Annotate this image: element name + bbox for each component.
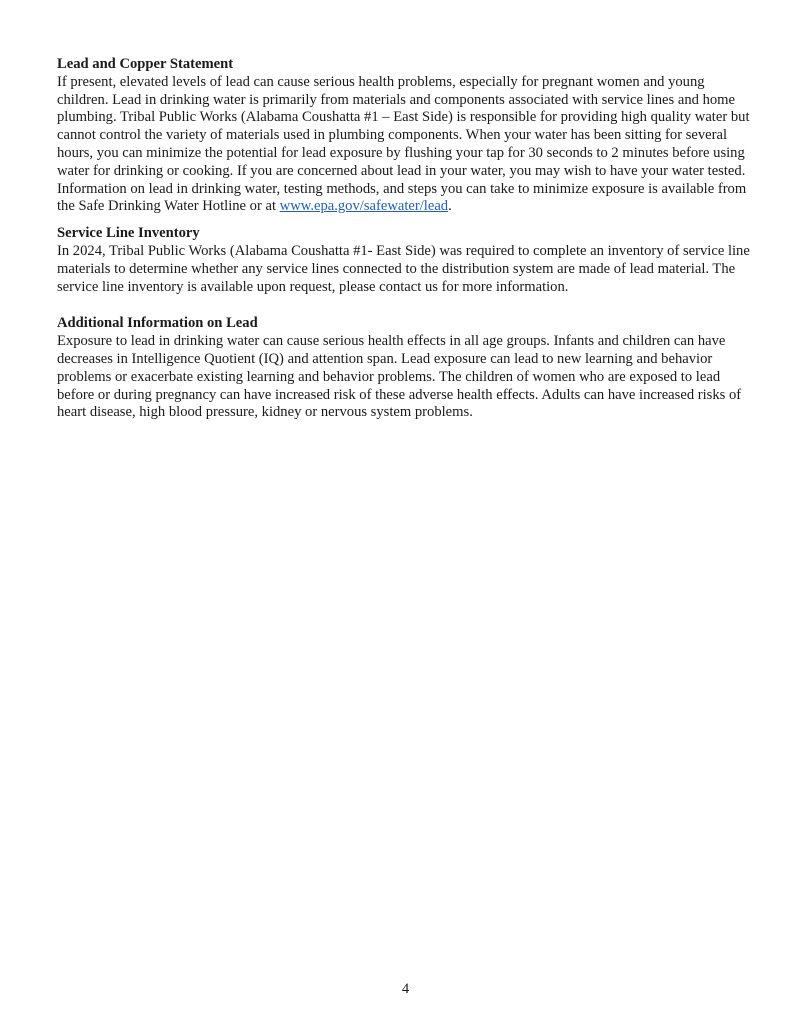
body-text-after-link: .: [448, 198, 452, 215]
page-number: 4: [401, 981, 410, 997]
section-lead-and-copper: [57, 56, 759, 216]
epa-lead-link[interactable]: www.epa.gov/safewater/lead: [279, 198, 449, 215]
section-body-additional-information: Exposure to lead in drinking water can cause serious health effects in all age groups. Infants and children can have decreases in Intelligence Quotient (IQ) and attention span. Lead exposure can lead to new learning and behavior problems or exacerbate existing learning and behavior problems. The children of women who are exposed to lead before or during pregnancy can have increased risk of these adverse health effects. Adults can have increased risks of heart disease, high blood pressure, kidney or nervous system problems.: [57, 333, 742, 421]
section-heading-lead-and-copper: Lead and Copper Statement: [57, 56, 234, 72]
section-additional-information: [57, 315, 759, 422]
body-text-before-link: If present, elevated levels of lead can cause serious health problems, especially for pregnant women and young children. Lead in drinking water is primarily from materials and components associated with service lines and home plumbing. Tribal Public Works (Alabama Coushatta #1 – East Side) is responsible for providing high quality water but cannot control the variety of materials used in plumbing components. When your water has been sitting for several hours, you can minimize the potential for lead exposure by flushing your tap for 30 seconds to 2 minutes before using water for drinking or cooking. If you are concerned about lead in your water, you may wish to have your water tested. Information on lead in drinking water, testing methods, and steps you can take to minimize exposure is available from the Safe Drinking Water Hotline or at: [57, 73, 750, 215]
section-heading-service-line-inventory: Service Line Inventory: [57, 225, 200, 242]
document-page: [57, 56, 759, 431]
section-body-service-line-inventory: In 2024, Tribal Public Works (Alabama Coushatta #1- East Side) was required to complete an inventory of service line materials to determine whether any service lines connected to the distribution system are made of lead material. The service line inventory is available upon request, please contact us for more information.: [57, 242, 750, 295]
section-body-lead-and-copper: [57, 74, 759, 216]
section-heading-additional-information: Additional Information on Lead: [57, 315, 258, 332]
section-service-line-inventory: [57, 225, 759, 296]
